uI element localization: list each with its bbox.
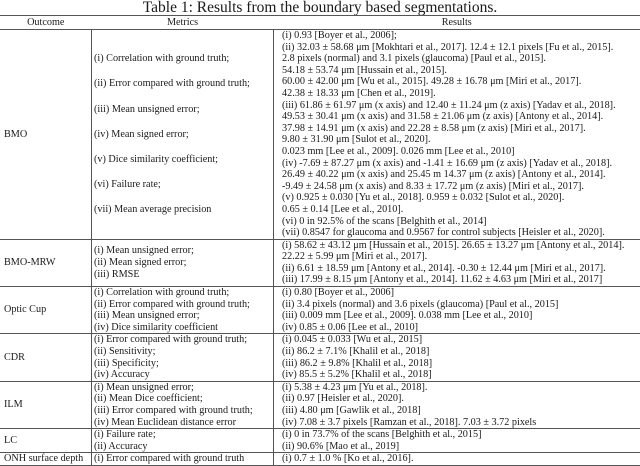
result-item: (ii) 6.61 ± 18.59 μm [Antony et al., 2014]. -0.30 ± 12.44 μm [Miri et al., 2017]. (282, 263, 637, 275)
results-table (0, 15, 640, 466)
metric-item: (ii) Mean signed error; (94, 257, 270, 269)
result-item: -9.49 ± 24.58 μm (x axis) and 8.33 ± 17.72 μm (z axis) [Miri et al., 2017]. (282, 181, 637, 193)
header-results: Results (274, 16, 640, 30)
outcome-cell: BMO (0, 30, 92, 240)
result-item: (iii) 0.009 mm [Lee et al., 2009]. 0.038 mm [Lee et al., 2010] (282, 310, 637, 322)
result-item: (iii) 4.80 μm [Gawlik et al., 2018] (282, 405, 637, 417)
result-item: 60.00 ± 42.00 μm [Wu et al., 2015]. 49.28 ± 16.78 μm [Miri et al., 2017]. (282, 76, 637, 88)
metric-item: (i) Error compared with ground truth (94, 453, 270, 465)
result-item: 54.18 ± 53.74 μm [Hussain et al., 2015]. (282, 65, 637, 77)
result-item: 0.65 ± 0.14 [Lee et al., 2010]. (282, 204, 637, 216)
metrics-cell (92, 287, 274, 334)
metric-item: (i) Failure rate; (94, 429, 270, 441)
result-item: 0.023 mm [Lee et al., 2009]. 0.026 mm [Lee et al., 2010] (282, 146, 637, 158)
metric-item: (i) Mean unsigned error; (94, 245, 270, 257)
metric-item: (iii) Mean unsigned error; (94, 310, 270, 322)
metric-item: (vi) Failure rate; (94, 172, 270, 197)
result-item: 37.98 ± 14.91 μm (x axis) and 22.28 ± 8.58 μm (z axis) [Miri et al., 2017]. (282, 123, 637, 135)
result-item: (iii) 17.99 ± 8.15 μm [Antony et al., 2014]. 11.62 ± 4.63 μm [Miri et al., 2017] (282, 274, 637, 286)
result-item: (iii) 86.2 ± 9.8% [Khalil et al., 2018] (282, 358, 637, 370)
outcome-cell: Optic Cup (0, 287, 92, 334)
outcome-cell: BMO-MRW (0, 239, 92, 286)
result-item: (i) 0.045 ± 0.033 [Wu et al., 2015] (282, 334, 637, 346)
metrics-cell (92, 429, 274, 453)
header-outcome: Outcome (0, 16, 92, 30)
outcome-cell: ILM (0, 381, 92, 428)
result-item: 42.38 ± 18.33 μm [Chen et al., 2019]. (282, 88, 637, 100)
outcome-cell: ONH surface depth (0, 453, 92, 466)
table-row-bmo-mrw (0, 239, 640, 286)
metric-item: (iv) Mean signed error; (94, 122, 270, 147)
metrics-cell (92, 30, 274, 240)
result-item: (i) 0 in 73.7% of the scans [Belghith et al., 2015] (282, 429, 637, 441)
result-item: (iv) 7.08 ± 3.7 pixels [Ramzan et al., 2018]. 7.03 ± 3.72 pixels (282, 417, 637, 429)
result-item: (ii) 32.03 ± 58.68 μm [Mokhtari et al., 2017]. 12.4 ± 12.1 pixels [Fu et al., 2015]. (282, 42, 637, 54)
results-cell (274, 30, 640, 240)
metric-item: (iii) Specificity; (94, 358, 270, 370)
metric-item: (i) Correlation with ground truth; (94, 287, 270, 299)
metrics-cell (92, 334, 274, 381)
result-item: (vii) 0.8547 for glaucoma and 0.9567 for control subjects [Heisler et al., 2020]. (282, 227, 637, 239)
result-item: (i) 0.93 [Boyer et al., 2006]; (282, 30, 637, 42)
metrics-cell (92, 453, 274, 466)
metric-item: (ii) Accuracy (94, 441, 270, 453)
result-item: (ii) 3.4 pixels (normal) and 3.6 pixels (glaucoma) [Paul et al., 2015] (282, 299, 637, 311)
result-item: (i) 0.7 ± 1.0 % [Ko et al., 2016]. (282, 453, 637, 465)
results-cell (274, 334, 640, 381)
result-item: (i) 5.38 ± 4.23 μm [Yu et al., 2018]. (282, 382, 637, 394)
metric-item: (iv) Mean Euclidean distance error (94, 417, 270, 429)
metric-item: (iii) Mean unsigned error; (94, 97, 270, 122)
result-item: (iii) 61.86 ± 61.97 μm (x axis) and 12.40 ± 11.24 μm (z axis) [Yadav et al., 2018]. (282, 100, 637, 112)
result-item: 22.22 ± 5.99 μm [Miri et al., 2017]. (282, 251, 637, 263)
results-cell (274, 453, 640, 466)
metric-item: (i) Correlation with ground truth; (94, 46, 270, 71)
table-row-onh-surface-depth (0, 453, 640, 466)
result-item: (v) 0.925 ± 0.030 [Yu et al., 2018]. 0.959 ± 0.032 [Sulot et al., 2020]. (282, 192, 637, 204)
metric-item: (ii) Error compared with ground truth; (94, 71, 270, 96)
outcome-cell: CDR (0, 334, 92, 381)
result-item: (iv) -7.69 ± 87.27 μm (x axis) and -1.41 ± 16.69 μm (z axis) [Yadav et al., 2018]. (282, 158, 637, 170)
header-metrics: Metrics (92, 16, 274, 30)
results-cell (274, 429, 640, 453)
result-item: (ii) 0.97 [Heisler et al., 2020]. (282, 393, 637, 405)
result-item: (ii) 90.6% [Mao et al., 2019] (282, 441, 637, 453)
result-item: (i) 58.62 ± 43.12 μm [Hussain et al., 2015]. 26.65 ± 13.27 μm [Antony et al., 2014]. (282, 240, 637, 252)
results-cell (274, 287, 640, 334)
result-item: 9.80 ± 31.90 μm [Sulot et al., 2020]. (282, 134, 637, 146)
table-row-ilm (0, 381, 640, 428)
metric-item: (i) Mean unsigned error; (94, 382, 270, 394)
metric-item: (ii) Sensitivity; (94, 346, 270, 358)
results-cell (274, 381, 640, 428)
metrics-cell (92, 381, 274, 428)
metrics-cell (92, 239, 274, 286)
metric-item: (iv) Dice similarity coefficient (94, 322, 270, 334)
metric-item: (vii) Mean average precision (94, 197, 270, 222)
metric-item: (iii) Error compared with ground truth; (94, 405, 270, 417)
result-item: (i) 0.80 [Boyer et al., 2006] (282, 287, 637, 299)
metric-item: (iii) RMSE (94, 269, 270, 281)
table-row-bmo (0, 30, 640, 240)
table-header-row (0, 16, 640, 30)
metric-item: (ii) Error compared with ground truth; (94, 299, 270, 311)
result-item: 49.53 ± 30.41 μm (x axis) and 31.58 ± 21.06 μm (z axis) [Antony et al., 2014]. (282, 111, 637, 123)
result-item: (iv) 0.85 ± 0.06 [Lee et al., 2010] (282, 322, 637, 334)
result-item: 2.8 pixels (normal) and 3.1 pixels (glaucoma) [Paul et al., 2015]. (282, 53, 637, 65)
metric-item: (ii) Mean Dice coefficient; (94, 393, 270, 405)
table-row-lc (0, 429, 640, 453)
results-cell (274, 239, 640, 286)
result-item: (ii) 86.2 ± 7.1% [Khalil et al., 2018] (282, 346, 637, 358)
metric-item: (v) Dice similarity coefficient; (94, 147, 270, 172)
result-item: (vi) 0 in 92.5% of the scans [Belghith et al., 2014] (282, 216, 637, 228)
metric-item: (i) Error compared with ground truth; (94, 334, 270, 346)
table-caption: Table 1: Results from the boundary based segmentations. (0, 0, 640, 15)
result-item: (iv) 85.5 ± 5.2% [Khalil et al., 2018] (282, 369, 637, 381)
outcome-cell: LC (0, 429, 92, 453)
table-row-optic-cup (0, 287, 640, 334)
result-item: 26.49 ± 40.22 μm (x axis) and 25.45 m 14.37 μm (z axis) [Antony et al., 2014]. (282, 169, 637, 181)
table-row-cdr (0, 334, 640, 381)
metric-item: (iv) Accuracy (94, 369, 270, 381)
